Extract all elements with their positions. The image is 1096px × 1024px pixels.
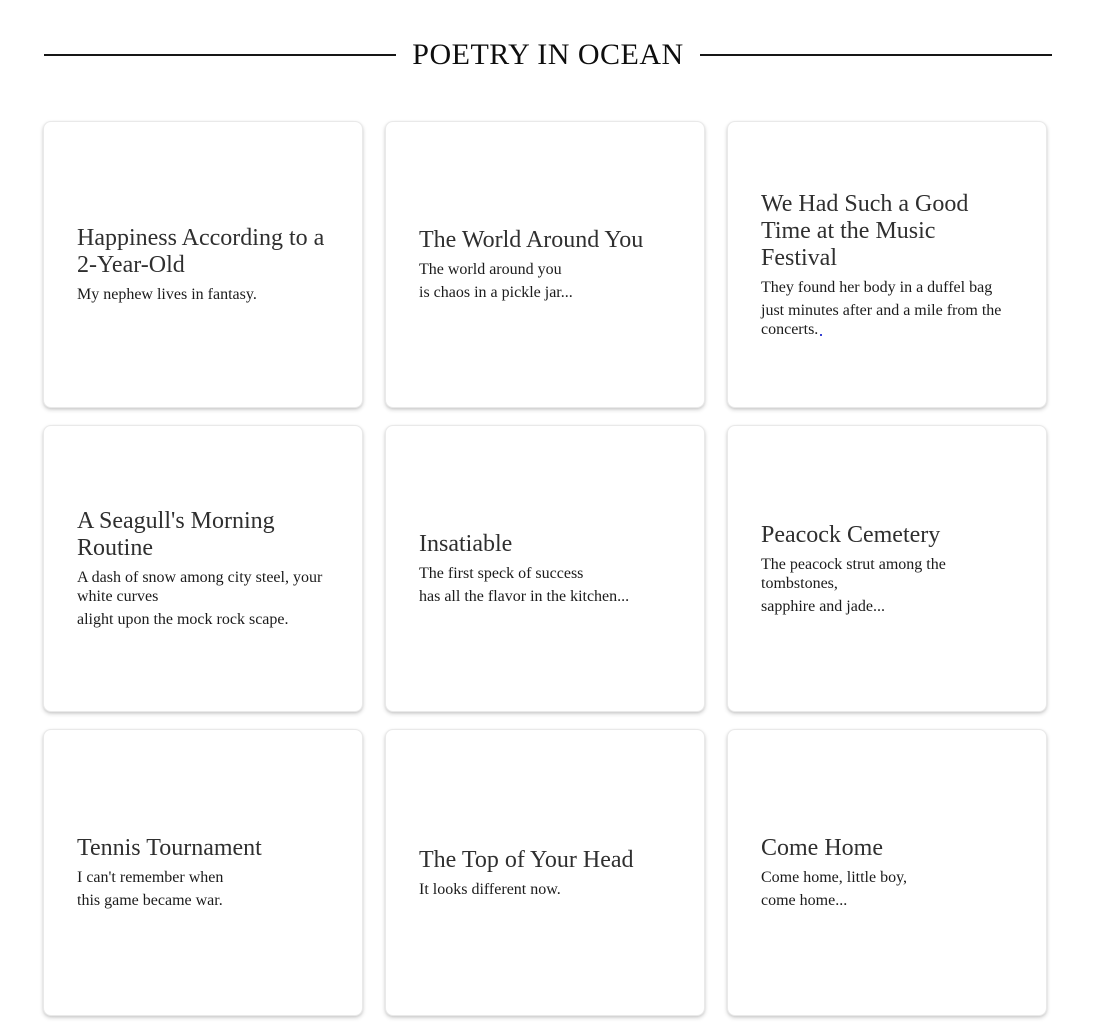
poem-excerpt [77,868,329,910]
poem-excerpt [761,278,1013,339]
poem-line: sapphire and jade... [761,597,885,615]
poem-card[interactable] [43,729,363,1016]
poem-title: Tennis Tournament [77,835,262,861]
poem-grid [43,121,1047,1016]
poem-line: is chaos in a pickle jar... [419,284,573,301]
poem-line: has all the flavor in the kitchen... [419,588,630,605]
poem-title: A Seagull's Morning Routine [77,508,275,561]
link-dot [820,334,822,336]
poem-line: this game became war. [77,892,223,909]
poem-excerpt [761,555,1013,616]
poem-line: just minutes after and a mile from the concerts. [761,301,1002,338]
poem-line: come home... [761,892,848,909]
poem-title: The Top of Your Head [419,846,634,873]
page-title: POETRY IN OCEAN [412,38,684,71]
poem-excerpt [419,564,671,606]
poem-card[interactable] [43,425,363,712]
poem-excerpt [419,260,671,302]
poem-line: A dash of snow among city steel, your white curves [77,569,323,605]
poem-excerpt [761,868,1013,910]
poem-card[interactable] [385,729,705,1016]
poem-title: Peacock Cemetery [761,521,941,548]
poem-card[interactable] [727,729,1047,1016]
poem-line: I can't remember when [77,869,224,886]
page-header [44,38,1052,72]
poem-line: The world around you [419,261,562,278]
poem-title: Come Home [761,835,883,861]
poem-title: Insatiable [419,531,513,557]
poem-line: The first speck of success [419,565,584,582]
poem-line: Come home, little boy, [761,869,908,886]
poem-line: alight upon the mock rock scape. [77,611,289,628]
header-rule-right [700,54,1052,56]
poem-line: They found her body in a duffel bag [761,278,993,296]
poem-title: We Had Such a Good Time at the Music Festival [761,190,969,271]
poem-title: Happiness According to a 2-Year-Old [77,225,325,278]
poem-card[interactable] [385,121,705,408]
poem-excerpt [77,568,329,629]
poem-card[interactable] [43,121,363,408]
poem-line: My nephew lives in fantasy. [77,286,257,303]
poem-card[interactable] [727,425,1047,712]
poem-card[interactable] [385,425,705,712]
poem-title: The World Around You [419,227,644,253]
poem-line: The peacock strut among the tombstones, [761,555,946,592]
header-rule-left [44,54,396,56]
poem-excerpt [419,880,671,899]
poem-card[interactable] [727,121,1047,408]
poem-excerpt [77,285,329,304]
poem-line: It looks different now. [419,880,561,898]
